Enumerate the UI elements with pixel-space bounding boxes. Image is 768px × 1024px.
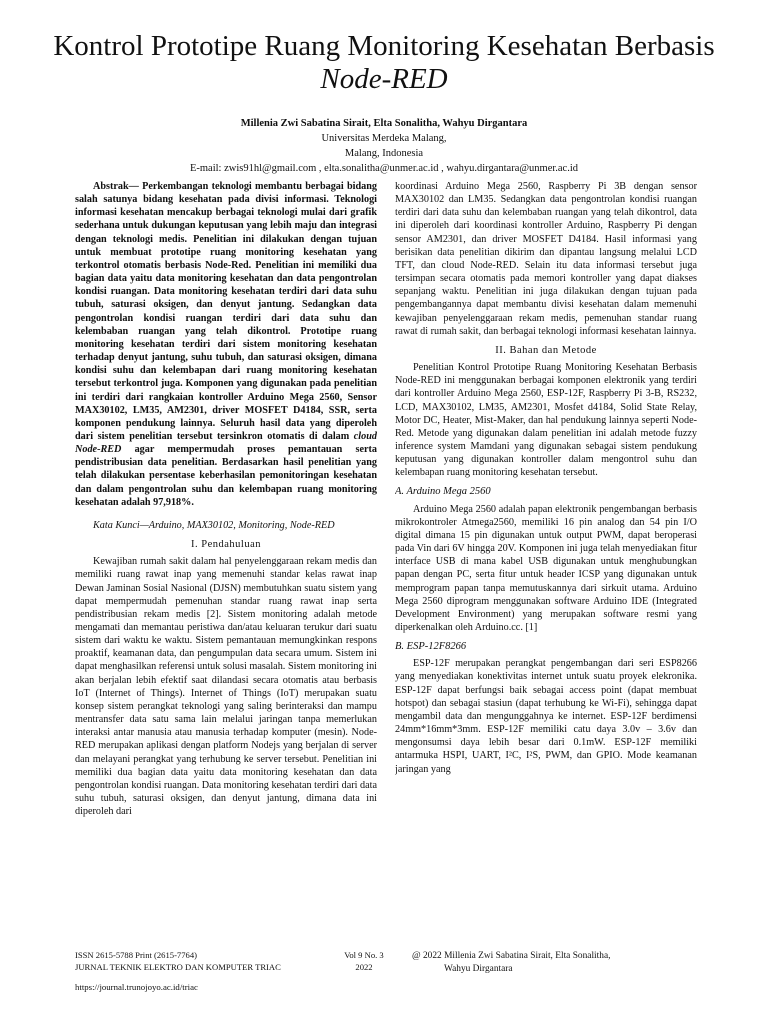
title-italic: Node-RED [320, 63, 448, 95]
author-affiliation: Universitas Merdeka Malang, [321, 133, 447, 144]
section-heading-method: II. Bahan dan Metode [495, 344, 597, 356]
paper-title [40, 30, 728, 96]
footer-vol: Vol 9 No. 3 [344, 950, 384, 960]
footer-issn: ISSN 2615-5788 Print (2615-7764) [75, 950, 197, 960]
subsection-heading-arduino: A. Arduino Mega 2560 [395, 486, 491, 498]
abstract-part2: agar mempermudah proses pemantauan serta pendistribusian data penelitian. Berdasarkan hasil penelitian yang telah dilakukan persentase keberhasilan pemonitoringan kesehatan dan dalam pengontrolan suhu dan kelembapan ruang monitoring kesehatan adalah 97,918%. [75, 444, 377, 508]
subsection-heading-esp: B. ESP-12F8266 [395, 641, 467, 653]
keywords: Kata Kunci—Arduino, MAX30102, Monitoring, Node-RED [93, 519, 335, 531]
method-paragraph: Penelitian Kontrol Prototipe Ruang Monitoring Kesehatan Berbasis Node-RED ini menggunakan berbagai komponen elektronik yang terdiri dari kontroller Arduino Mega 2560, ESP-12F, Raspberry Pi 3-B, RS232, LCD, MAX30102, LM35, AM2301, Mosfet d4184, Solid State Relay, Motor DC, Heater, Mist-Maker, dan hal pendukung lainnya seperti Node-Red. Metode yang digunakan dalam penelitian ini adalah metode fuzzy inference system Mamdani yang digunakan sebagai sistem pendukung keputusan yang digunakan kontroller dalam mengontrol suhu dan kelembapan ruang monitoring kesehatan tersebut. [395, 362, 697, 479]
title-plain: Kontrol Prototipe Ruang Monitoring Kesehatan Berbasis [53, 30, 715, 62]
author-email: E-mail: zwis91hl@gmail.com , elta.sonalitha@unmer.ac.id , wahyu.dirgantara@unmer.ac.id [189, 163, 579, 174]
author-names: Millenia Zwi Sabatina Sirait, Elta Sonalitha, Wahyu Dirgantara [240, 118, 528, 129]
section-heading-intro: I. Pendahuluan [191, 539, 261, 551]
footer-copyright-line2: Wahyu Dirgantara [444, 963, 513, 974]
abstract-italic: cloud Node-RED [75, 430, 377, 456]
footer-journal-info [75, 950, 335, 973]
author-city: Malang, Indonesia [344, 148, 424, 159]
intro-continued-paragraph: koordinasi Arduino Mega 2560, Raspberry Pi 3B dengan sensor MAX30102 dan LM35. Sedangkan data pengontrolan kondisi ruangan terdiri dari data suhu dan kelembaban ruangan yang telah dikontrol, data ini diperoleh dari koordinasi kontroller Arduino, Raspberry Pi dengan sensor AM2301, dan driver MOSFET D4184. Hasil informasi yang berisikan data penelitian dikirim dan dipantau langsung melalui LCD TFT, dan cloud Node-RED. Selain itu data informasi tersebut juga tersimpan secara otomatis pada memori kontroller yang dapat diakses sepanjang waktu. Penelitian ini juga dilakukan dengan tujuan pada pengembangannya dapat membantu divisi kesehatan dalam memenuhi kewajiban penyelenggaraan rekam medis, pemenuhan standar ruang rawat di rumah sakit, dan berbagai teknologi informasi kesehatan lainnya. [395, 181, 697, 337]
left-column [75, 180, 377, 940]
footer-year: 2022 [355, 961, 373, 972]
arduino-paragraph: Arduino Mega 2560 adalah papan elektronik pengembangan berbasis mikrokontroler Atmega2560, memiliki 16 pin analog dan 54 pin I/O digital dimana 15 pin digunakan untuk output PWM, dapat beroperasi pada Vin dari 6V hingga 20V. Komponen ini juga telah menyediakan fitur interface USB di mana kabel USB digunakan untuk menghubungkan papan dengan PC, serta fitur untuk header ICSP yang digunakan untuk memprogram papan tanpa memutuskannya dari sirkuit utama. Arduino Mega 2560 diprogram menggunakan software Arduino IDE (Integrated Development Environment) yang merupakan software resmi yang diperkenalkan oleh Arduino.cc. [1] [395, 503, 697, 633]
footer-journal-name: JURNAL TEKNIK ELEKTRO DAN KOMPUTER TRIAC [75, 961, 281, 972]
footer-volume [334, 950, 394, 973]
author-block [40, 116, 728, 176]
abstract [75, 180, 377, 509]
journal-url-link[interactable]: https://journal.trunojoyo.ac.id/triac [75, 982, 198, 992]
esp-paragraph: ESP-12F merupakan perangkat pengembangan dari seri ESP8266 yang menyediakan konektivitas internet untuk suatu proyek elekronika. ESP-12F dapat berfungsi baik sebagai access point (dapat membuat hotspot) dan sebagai stasiun (dapat terhubung ke Wi-Fi), sehingga dapat mengambil data dan mengunggahnya ke internet. ESP-12F berdimensi 24mm*16mm*3mm. ESP-12F memiliki catu daya 3.0v – 3.6v dan mengonsumsi daya lebih besar dari 0.1mW. ESP-12F memiliki antarmuka HSPI, UART, I²C, I²S, PWM, dan GPIO. Mode keamanan jaringan yang [395, 658, 697, 775]
footer-copyright [412, 950, 712, 975]
footer-copyright-line1: @ 2022 Millenia Zwi Sabatina Sirait, Elta Sonalitha, [412, 951, 611, 961]
abstract-part1: Abstrak— Perkembangan teknologi membantu berbagai bidang salah satunya bidang kesehatan pada divisi informasi. Teknologi informasi kesehatan mencakup berbagai teknologi mulai dari grafik sederhana untuk dukungan keputusan yang lebih maju dan integrasi dengan teknologi medis. Penelitian ini dilakukan dengan tujuan untuk membuat prototipe ruang monitoring kesehatan yang terkontrol otomatis berbasis Node-Red. Penelitian ini memiliki dua bagian data yaitu data monitoring kesehatan dan data pengontrolan kondisi ruangan. Data monitoring kesehatan terdiri dari data suhu tubuh, saturasi oksigen, dan denyut jantung. Sedangkan data pengontrolan kondisi ruangan terdiri dari data suhu dan kelembaban ruangan yang telah dikontrol. Prototipe ruang monitoring kesehatan terdiri dari sistem monitoring kesehatan terhadap denyut jantung, suhu tubuh, dan saturasi oksigen, dimana kondisi suhu dan kelembapan dari ruang monitoring kesehatan tersebut terkontrol juga. Komponen yang digunakan pada penelitian ini terdiri dari rangkaian kontroller Arduino Mega 2560, Sensor MAX30102, LM35, AM2301, driver MOSFET D4184, SSR, serta komponen pendukung lainnya. Seluruh hasil data yang diperoleh dari sistem penelitian tersebut tersinkron otomatis di dalam [75, 181, 377, 442]
right-column [395, 180, 697, 940]
intro-paragraph: Kewajiban rumah sakit dalam hal penyelenggaraan rekam medis dan memiliki ruang rawat inap yang memenuhi standar kelas rawat inap Dewan Jaminan Sosial Nasional (DJSN) membutuhkan suatu sistem yang dapat mempermudah pemenuhan standar ruang rawat inap serta pendistribusian rekam medis [2]. Sistem monitoring adalah metode mengamati dan memantau peristiwa dan/atau keluaran terukur dari suatu sistem dari waktu ke waktu. Sistem pemantauan memungkinkan respons proaktif, keamanan data, dan pengumpulan data secara umum. Sistem ini dapat menghasilkan referensi untuk solusi masalah. Sistem monitoring ini akan berjalan lebih efektif saat dilandasi secara otomatis atau berbasis IoT (Internet of Things). Internet of Things (IoT) merupakan suatu konsep sistem perangkat teknologi yang saling berinteraksi dan mampu mentransfer data satu sama lain melalui jaringan tanpa memerlukan interaksi antar manusia atau manusia terhadap komputer (mesin). Node-RED merupakan aplikasi dengan platform Nodejs yang berjalan di server dan melayani perangkat yang terhubung ke server tersebut. Penelitian ini memiliki dua bagian data yaitu data monitoring kesehatan dan data pengontrolan kondisi ruangan. Data monitoring kesehatan terdiri dari data suhu tubuh, saturasi oksigen, dan denyut jantung, dimana data ini diperoleh dari [75, 556, 377, 818]
